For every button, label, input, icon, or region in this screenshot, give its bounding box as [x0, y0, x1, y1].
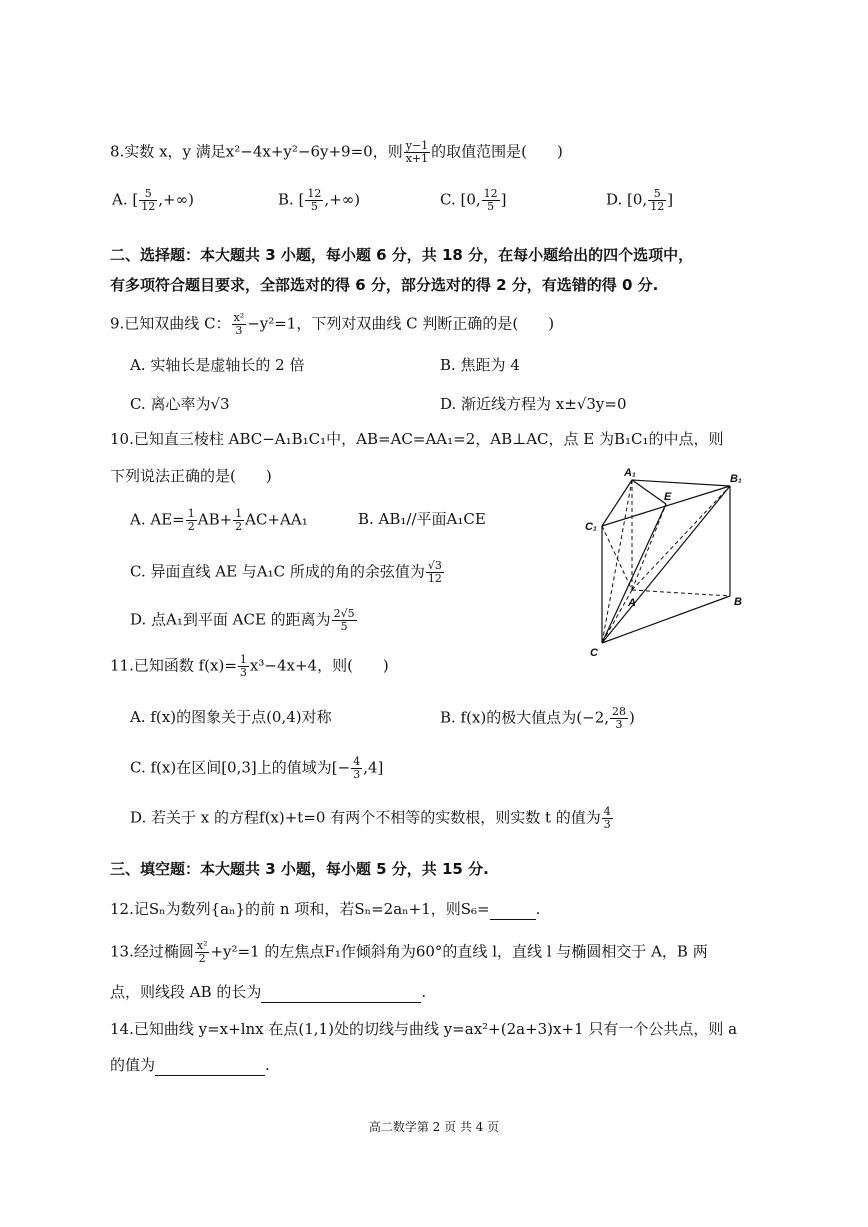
section2-heading-line2: 有多项符合题目要求，全部选对的得 6 分，部分选对的得 2 分，有选错的得 0 分.	[110, 276, 659, 294]
edge-a-e	[632, 504, 666, 590]
q8-stem: 8.实数 x，y 满足x²−4x+y²−6y+9=0，则 $\frac{y-1}{x+1}$ 的取值范围是( )	[110, 139, 563, 165]
q8-option-d[interactable]: D. [0, $\frac{5}{12}$ ]	[606, 187, 674, 213]
q9-option-d[interactable]: D. 渐近线方程为 x±√3y=0	[440, 395, 627, 413]
q10-option-c[interactable]: C. 异面直线 AE 与A₁C 所成的角的余弦值为 $\frac{√3}{12}$	[130, 559, 442, 585]
q10-option-a[interactable]: A. AE= $\frac{1}{2}$ AB+ $\frac{1}{2}$ AC+AA₁	[130, 507, 308, 533]
q14-line2: 的值为 .	[110, 1056, 270, 1074]
q11-option-b[interactable]: B. f(x)的极大值点为(−2, $\frac{28}{3}$ )	[440, 705, 635, 731]
q9-option-a[interactable]: A. 实轴长是虚轴长的 2 倍	[130, 356, 305, 374]
q13-line2: 点，则线段 AB 的长为 .	[110, 983, 427, 1001]
edge-a1-b1	[632, 480, 730, 486]
q13-stem: 13.经过椭圆 $\frac{\text{x²}}{2}$ +y²=1 的左焦点F₁作倾斜角为60°的直线 l，直线 l 与椭圆相交于 A，B 两	[110, 939, 708, 965]
q12-stem: 12.记Sₙ为数列{aₙ}的前 n 项和，若Sₙ=2aₙ+1，则S₆= .	[110, 900, 541, 918]
label-b1: B₁	[730, 473, 742, 485]
q8-option-b[interactable]: B. [ $\frac{12}{5}$ ,+∞)	[278, 187, 361, 213]
q10-stem-line1: 10.已知直三棱柱 ABC−A₁B₁C₁中，AB=AC=AA₁=2，AB⊥AC，点 E 为B₁C₁的中点，则	[110, 430, 724, 448]
q8-fraction: $\frac{y-1}{x+1}$	[405, 139, 429, 165]
label-c1: C₁	[585, 521, 597, 533]
edge-c-e	[602, 504, 666, 643]
section2-heading-line1: 二、选择题：本大题共 3 小题，每小题 6 分，共 18 分，在每小题给出的四个选项中，	[110, 246, 694, 264]
q10-option-b[interactable]: B. AB₁//平面A₁CE	[358, 510, 486, 528]
q12-answer-blank[interactable]	[490, 903, 536, 920]
label-b: B	[734, 596, 742, 608]
label-c: C	[590, 647, 598, 659]
q11-option-d[interactable]: D. 若关于 x 的方程f(x)+t=0 有两个不相等的实数根，则实数 t 的值为 $\frac{4}{3}$	[130, 805, 611, 831]
page-footer: 高二数学第 2 页 共 4 页	[368, 1120, 500, 1134]
q10-stem-line2: 下列说法正确的是( )	[110, 467, 272, 485]
q14-line1: 14.已知曲线 y=x+lnx 在点(1,1)处的切线与曲线 y=ax²+(2a+3)x+1 只有一个公共点，则 a	[110, 1020, 738, 1038]
q11-option-c[interactable]: C. f(x)在区间[0,3]上的值域为[− $\frac{4}{3}$ ,4]	[130, 755, 384, 781]
q9-option-c[interactable]: C. 离心率为√3	[130, 395, 230, 413]
q8-option-a[interactable]: A. [ $\frac{5}{12}$ ,+∞)	[112, 187, 194, 213]
q8-option-c[interactable]: C. [0, $\frac{12}{5}$ ]	[440, 187, 507, 213]
q14-answer-blank[interactable]	[155, 1059, 265, 1076]
q11-option-a[interactable]: A. f(x)的图象关于点(0,4)对称	[130, 708, 332, 726]
label-a1: A₁	[624, 468, 636, 479]
edge-a1-c	[602, 480, 632, 643]
q10-option-d[interactable]: D. 点A₁到平面 ACE 的距离为 $\frac{2√5}{5}$	[130, 607, 355, 633]
edge-c1-a	[602, 526, 632, 590]
label-e: E	[664, 491, 672, 503]
edge-a1-e	[632, 480, 666, 504]
q11-stem: 11.已知函数 f(x)= $\frac{1}{3}$ x³−4x+4，则( )	[110, 653, 389, 679]
q9-stem: 9.已知双曲线 C： $\frac{\text{x²}}{3}$ −y²=1，下列对双曲线 C 判断正确的是( )	[110, 311, 555, 337]
section3-heading: 三、填空题：本大题共 3 小题，每小题 5 分，共 15 分.	[110, 860, 489, 878]
prism-figure	[582, 468, 752, 663]
edge-a-b	[632, 590, 730, 596]
q9-option-b[interactable]: B. 焦距为 4	[440, 356, 520, 374]
label-a: A	[628, 597, 636, 609]
q13-answer-blank[interactable]	[261, 986, 421, 1003]
